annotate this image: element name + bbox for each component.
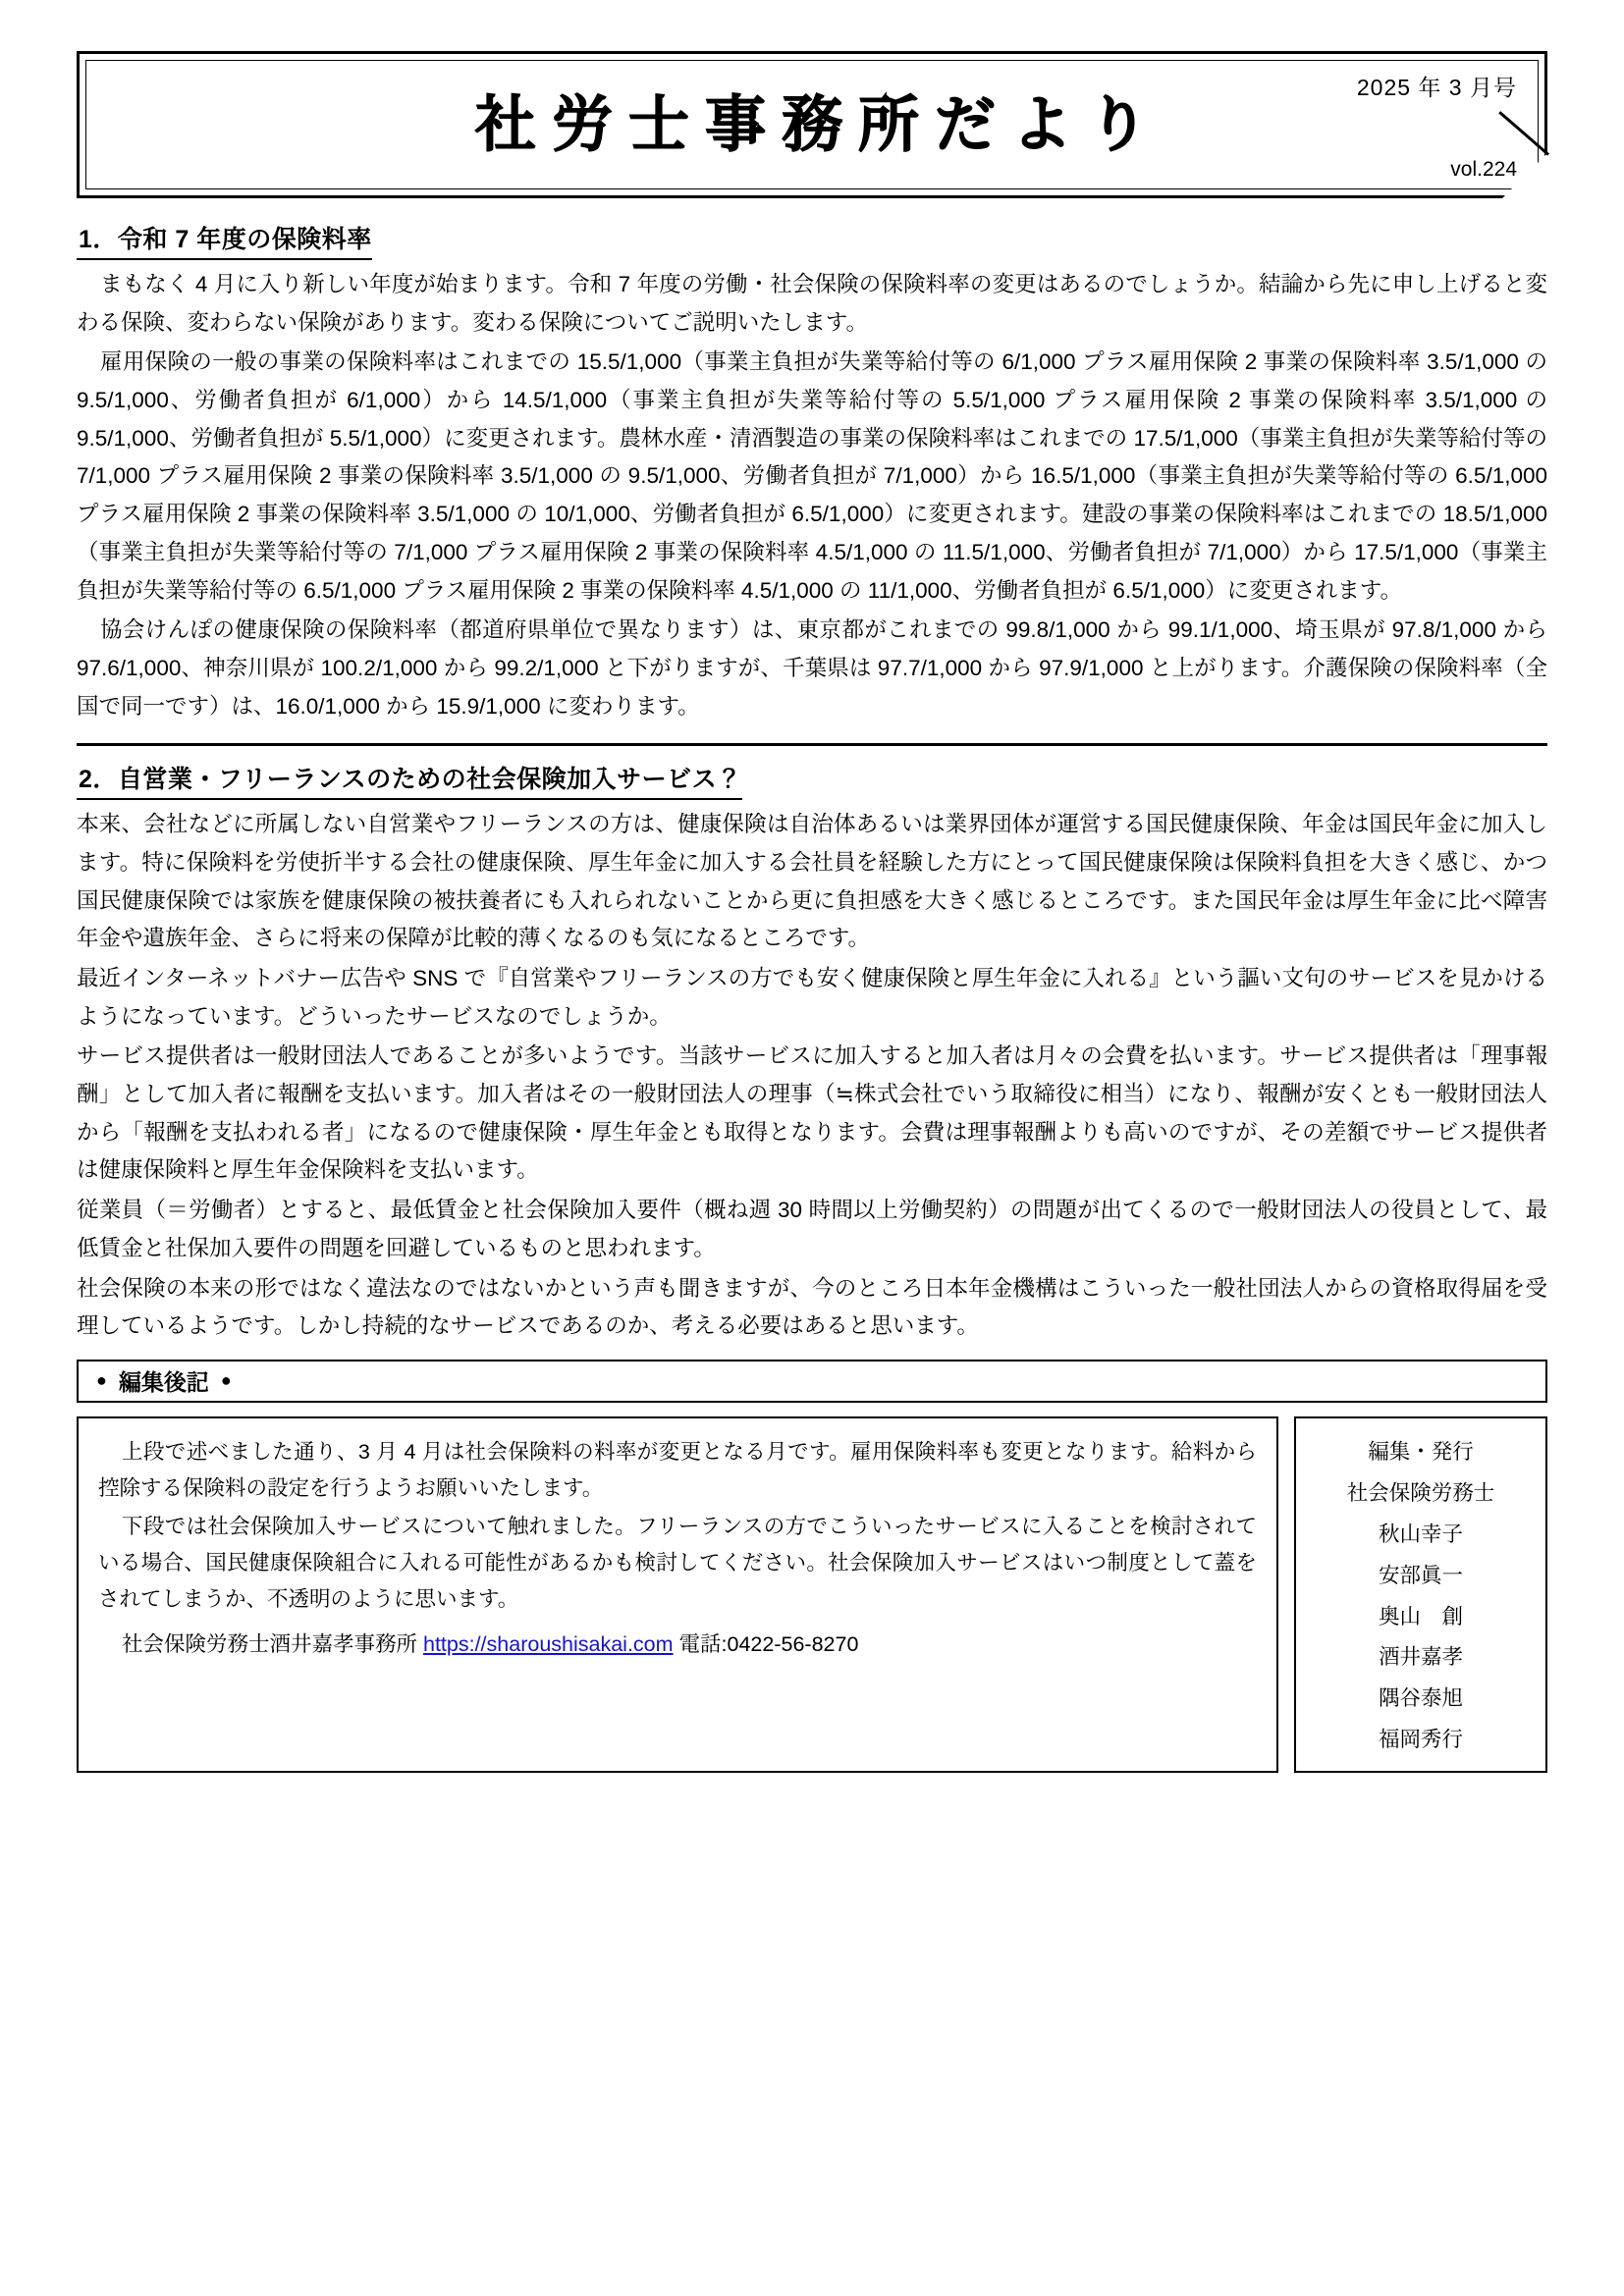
publisher-name: 秋山幸子 (1378, 1522, 1463, 1546)
bullet-icon: ● (96, 1370, 107, 1391)
section-2-paragraph-4: 従業員（＝労働者）とすると、最低賃金と社会保険加入要件（概ね週 30 時間以上労働契約）の問題が出てくるので一般財団法人の役員として、最低賃金と社保加入要件の問題を回避しているものと思われます。 (77, 1198, 1547, 1260)
section-2-paragraph-2: 最近インターネットバナー広告や SNS で『自営業やフリーランスの方でも安く健康保険と厚生年金に入れる』という謳い文句のサービスを見かけるようになっています。どういったサービスなのでしょうか。 (77, 966, 1548, 1029)
issue-volume: vol.224 (1450, 158, 1517, 181)
publisher-label-2: 社会保険労務士 (1346, 1480, 1495, 1505)
editor-note-header (77, 1360, 1547, 1403)
masthead (77, 51, 1547, 198)
publisher-name: 安部眞一 (1378, 1563, 1463, 1587)
bottom-area (77, 1416, 1547, 1773)
editor-note-body (77, 1416, 1278, 1773)
publisher-name: 隅谷泰旭 (1378, 1686, 1463, 1711)
office-phone: 電話:0422-56-8270 (678, 1631, 859, 1656)
section-1-paragraph-3: 協会けんぽの健康保険の保険料率（都道府県単位で異なります）は、東京都がこれまでの 99.8/1,000 から 99.1/1,000、埼玉県が 97.8/1,000 から 97.6/1,000、神奈川県が 100.2/1,000 から 99.2/1,000 と下がりますが、千葉県は 97.7/1,000 から 97.9/1,000 と上がります。介護保険の保険料率（全国で同一です）は、16.0/1,000 から 15.9/1,000 に変わります。 (77, 617, 1547, 719)
office-website-link[interactable]: https://sharoushisakai.com (423, 1631, 674, 1656)
office-name: 社会保険労務士酒井嘉孝事務所 (122, 1631, 418, 1656)
editor-note-paragraph-1: 上段で述べました通り、3 月 4 月は社会保険料の料率が変更となる月です。雇用保険料率も変更となります。給料から控除する保険料の設定を行うようお願いいたします。 (98, 1439, 1257, 1500)
publisher-name: 酒井嘉孝 (1378, 1645, 1463, 1670)
section-1 (77, 220, 1547, 725)
publisher-label-1: 編集・発行 (1368, 1439, 1474, 1464)
bullet-icon-2: ● (220, 1370, 232, 1391)
section-1-heading: 1．令和 7 年度の保険料率 (77, 220, 372, 260)
section-divider (77, 743, 1547, 746)
corner-fold-decoration (1502, 153, 1547, 198)
section-1-paragraph-2: 雇用保険の一般の事業の保険料率はこれまでの 15.5/1,000（事業主負担が失業等給付等の 6/1,000 プラス雇用保険 2 事業の保険料率 3.5/1,000 の 9.5/1,000、労働者負担が 6/1,000）から 14.5/1,000（事業主負担が失業等給付等の 5.5/1,000 プラス雇用保険 2 事業の保険料率 3.5/1,000 の 9.5/1,000、労働者負担が 5.5/1,000）に変更されます。農林水産・清酒製造の事業の保険料率はこれまでの 17.5/1,000（事業主負担が失業等給付等の 7/1,000 プラス雇用保険 2 事業の保険料率 3.5/1,000 の 9.5/1,000、労働者負担が 7/1,000）から 16.5/1,000（事業主負担が失業等給付等の 6.5/1,000 プラス雇用保険 2 事業の保険料率 3.5/1,000 の 10/1,000、労働者負担が 6.5/1,000）に変更されます。建設の事業の保険料率はこれまでの 18.5/1,000（事業主負担が失業等給付等の 7/1,000 プラス雇用保険 2 事業の保険料率 4.5/1,000 の 11.5/1,000、労働者負担が 7/1,000）から 17.5/1,000（事業主負担が失業等給付等の 6.5/1,000 プラス雇用保険 2 事業の保険料率 4.5/1,000 の 11/1,000、労働者負担が 6.5/1,000）に変更されます。 (77, 349, 1547, 603)
section-2-paragraph-5: 社会保険の本来の形ではなく違法なのではないかという声も聞きますが、今のところ日本年金機構はこういった一般社団法人からの資格取得届を受理しているようです。しかし持続的なサービスであるのか、考える必要はあると思います。 (77, 1275, 1547, 1339)
publication-title: 社労士事務所だより (474, 88, 1164, 160)
publisher-name: 福岡秀行 (1378, 1728, 1463, 1752)
editor-note-heading: 編集後記 (118, 1369, 209, 1396)
section-2 (77, 760, 1547, 1346)
office-contact-line (98, 1628, 1257, 1658)
issue-date: 2025 年 3 月号 (1356, 75, 1517, 100)
publisher-box (1294, 1416, 1547, 1773)
section-2-heading: 2．自営業・フリーランスのための社会保険加入サービス？ (77, 760, 742, 800)
section-2-paragraph-1: 本来、会社などに所属しない自営業やフリーランスの方は、健康保険は自治体あるいは業界団体が運営する国民健康保険、年金は国民年金に加入します。特に保険料を労使折半する会社の健康保険、厚生年金に加入する会社員を経験した方にとって国民健康保険は保険料負担を大きく感じ、かつ国民健康保険では家族を健康保険の被扶養者にも入れられないことから更に負担感を大きく感じるところです。また国民年金は厚生年金に比べ障害年金や遺族年金、さらに将来の保障が比較的薄くなるのも気になるところです。 (77, 812, 1547, 951)
editor-note-paragraph-2: 下段では社会保険加入サービスについて触れました。フリーランスの方でこういったサービスに入ることを検討されている場合、国民健康保険組合に入れる可能性があるかも検討してください。社会保険加入サービスはいつ制度として蓋をされてしまうか、不透明のように思います。 (98, 1514, 1257, 1611)
publisher-name: 奥山 創 (1378, 1604, 1463, 1629)
section-1-paragraph-1: まもなく 4 月に入り新しい年度が始まります。令和 7 年度の労働・社会保険の保険料率の変更はあるのでしょうか。結論から先に申し上げると変わる保険、変わらない保険があります。変わる保険についてご説明いたします。 (77, 272, 1547, 335)
section-2-paragraph-3: サービス提供者は一般財団法人であることが多いようです。当該サービスに加入すると加入者は月々の会費を払います。サービス提供者は「理事報酬」として加入者に報酬を支払います。加入者はその一般財団法人の理事（≒株式会社でいう取締役に相当）になり、報酬が安くとも一般財団法人から「報酬を支払われる者」になるので健康保険・厚生年金とも取得となります。会費は理事報酬よりも高いのですが、その差額でサービス提供者は健康保険料と厚生年金保険料を支払います。 (77, 1043, 1547, 1183)
